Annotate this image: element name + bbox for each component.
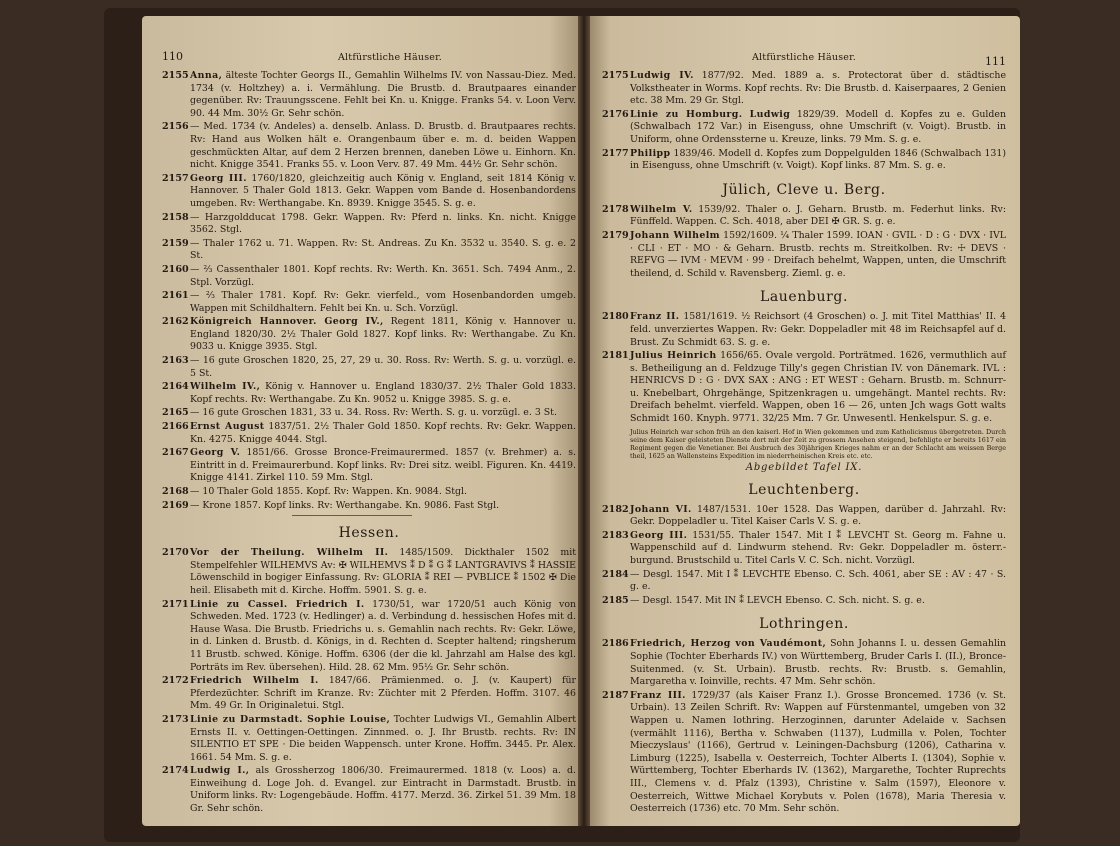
lot-text: 1729/37 (als Kaiser Franz I.). Grosse Broncemed. 1736 (v. St. Urbain). 13 Zeilen Schrift. Rv: Wappen auf Fürstenmantel, umgeben von 32 Wappen u. Namen lothring. Herzoginnen, darunter Adelaide v. Sachsen (vermählt 1116), Bertha v. Schwaben (1137), Ludmilla v. Polen, Tochter Mieczyslaus' (1166), Gertrud v. Leiningen-Dachsburg (1206), Catharina v. Limburg (1225), Isabella v. Oesterreich, Tochter Alberts I. (1304), Sophie v. Württemberg, Tochter Eberhards IV. (1362), Margarethe, Tochter Ruprechts III., Clemens v. d. Pfalz (1393), Christine v. Salm (1597), Eleonore v. Oesterreich, Wittwe Michael Korybuts v. Polen (1678), Maria Theresia v. Oesterreich (1736) etc. 70 Mm. Sehr schön. bbox=[630, 689, 1006, 815]
catalogue-entry bbox=[162, 264, 576, 289]
catalogue-entry bbox=[162, 486, 576, 499]
catalogue-entry bbox=[602, 690, 1006, 816]
lot-number: 2158 bbox=[162, 211, 189, 223]
catalogue-entry bbox=[162, 421, 576, 446]
lot-number: 2162 bbox=[162, 316, 189, 328]
lot-text: älteste Tochter Georgs II., Gemahlin Wilhelms IV. von Nassau-Diez. Med. 1734 (v. Holtzhey) a. i. Vermählung. Die Brustb. d. Brautpaares einander gegenüber. Rv: Trauungsscene. Fehlt bei Kn. u. Knigge. Franks 54. v. Loon Verv. 90. 44 Mm. 30½ Gr. Sehr schön. bbox=[190, 70, 576, 119]
lot-text: — 16 gute Groschen 1820, 25, 27, 29 u. 30. Ross. Rv: Werth. S. g. u. vorzügl. e. 5 St. bbox=[190, 355, 576, 379]
catalogue-entry bbox=[162, 599, 576, 675]
catalogue-entry bbox=[602, 595, 1006, 608]
lot-text: — Med. 1734 (v. Andeles) a. denselb. Anlass. D. Brustb. d. Brautpaares rechts. Rv: Hand aus Wolken hält e. Orangenbaum über e. m. d. beiden Wappen geschmückten Altar, auf dem 2 Herzen brennen, daneben Löwe u. Einhorn. Kn. nicht. Knigge 3541. Franks 55. v. Loon Verv. 87. 49 Mm. 44½ Gr. Sehr schön. bbox=[190, 121, 576, 171]
lot-text: 1730/51, war 1720/51 auch König von Schweden. Med. 1723 (v. Hedlinger) a. d. Verbindung d. hessischen Hofes mit d. Hause Wasa. Die Brustb. Friedrichs u. s. Gemahlin nach rechts. Rv: Gekr. Löwe, in d. Linken d. Brustb. d. Königs, in d. Rechten d. Scepter haltend; ringsherum 11 Brustb. schwed. Könige. Hoffm. 6306 (der die kl. Jahrzahl am Halse des kgl. Porträts im Rev. übersehen). Hild. 28. 62 Mm. 95½ Gr. Sehr schön. bbox=[190, 598, 576, 673]
entries-list-lauenburg bbox=[602, 311, 1006, 425]
lot-description bbox=[190, 355, 576, 380]
lot-number: 2157 bbox=[162, 172, 189, 184]
section-heading-hessen: Hessen. bbox=[338, 525, 400, 542]
lot-name: Georg V. bbox=[190, 447, 241, 459]
catalogue-entry bbox=[162, 290, 576, 315]
entries-list-lothringen bbox=[602, 638, 1006, 815]
entries-list-hessen-cont bbox=[602, 70, 1006, 173]
lot-text: Regent 1811, König v. Hannover u. England 1820/30. 2½ Thaler Gold 1827. Kopf links. Rv: Werthangabe. Zu Kn. 9033 u. Knigge 3935. Stgl. bbox=[190, 316, 576, 353]
lot-name: Georg III. bbox=[190, 172, 247, 184]
lot-number: 2171 bbox=[162, 598, 189, 610]
lot-description bbox=[630, 595, 1006, 608]
lot-number: 2181 bbox=[602, 350, 629, 362]
lot-text: 1829/39. Modell d. Kopfes zu e. Gulden (Schwalbach 172 Var.) in Eisenguss, ohne Umschrift (v. Voigt). Brustb. in Uniform, ohne Ordenssterne u. Kreuze, links. 79 Mm. S. g. e. bbox=[630, 108, 1006, 145]
catalogue-entry bbox=[162, 381, 576, 406]
lot-text: — ⅔ Cassenthaler 1801. Kopf rechts. Rv: Werth. Kn. 3651. Sch. 7494 Anm., 2. Stpl. Vorzügl. bbox=[190, 263, 576, 288]
lot-text: 1877/92. Med. 1889 a. s. Protectorat über d. städtische Volkstheater in Worms. Kopf rechts. Rv: Die Brustb. d. Kaiserpaares, 2 Genien etc. 38 Mm. 29 Gr. Stgl. bbox=[630, 70, 1006, 107]
lot-description bbox=[190, 70, 576, 120]
entries-list-hannover bbox=[162, 70, 576, 512]
catalogue-entry bbox=[162, 238, 576, 263]
lot-number: 2184 bbox=[602, 568, 629, 580]
lot-description bbox=[190, 765, 576, 815]
entries-list-hessen bbox=[162, 547, 576, 815]
catalogue-entry bbox=[162, 212, 576, 237]
left-page bbox=[142, 16, 584, 826]
lot-name: Friedrich Wilhelm I. bbox=[190, 675, 319, 687]
lot-number: 2156 bbox=[162, 121, 189, 133]
lot-number: 2186 bbox=[602, 638, 629, 650]
running-title: Altfürstliche Häuser. bbox=[752, 52, 857, 63]
plate-caption: Abgebildet Tafel IX. bbox=[745, 461, 863, 473]
lot-description bbox=[630, 690, 1006, 816]
lot-number: 2182 bbox=[602, 503, 629, 515]
lot-name: Vor der Theilung. Wilhelm II. bbox=[190, 547, 389, 559]
catalogue-entry bbox=[162, 316, 576, 354]
lot-description bbox=[190, 447, 576, 485]
lot-text: 1851/66. Grosse Bronce-Freimaurermed. 1857 (v. Brehmer) a. s. Eintritt in d. Freimaurerbund. Kopf links. Rv: Drei sitz. weibl. Figuren. Kn. 4419. Knigge 4141. Zirkel 110. 59 Mm. Stgl. bbox=[190, 447, 576, 484]
catalogue-entry bbox=[602, 230, 1006, 280]
lot-number: 2155 bbox=[162, 70, 189, 81]
catalogue-entry bbox=[162, 447, 576, 485]
lot-text: 1487/1531. 10er 1528. Das Wappen, darüber d. Jahrzahl. Rv: Gekr. Doppeladler u. Titel Kaiser Carls V. S. g. e. bbox=[630, 503, 1006, 528]
lot-description bbox=[190, 290, 576, 315]
lot-description bbox=[630, 350, 1006, 426]
catalogue-entry bbox=[162, 547, 576, 597]
lot-name: Ludwig IV. bbox=[630, 70, 694, 81]
lot-number: 2166 bbox=[162, 421, 189, 433]
lot-name: Johann VI. bbox=[630, 503, 692, 515]
lot-description bbox=[630, 70, 1006, 108]
lot-number: 2176 bbox=[602, 108, 629, 120]
lot-description bbox=[630, 638, 1006, 688]
lot-name: Königreich Hannover. Georg IV., bbox=[190, 316, 384, 328]
lot-number: 2185 bbox=[602, 594, 629, 606]
lot-text: 1592/1609. ¼ Thaler 1599. IOAN · GVIL · D : G · DVX · IVL · CLI · ET · MO · & Geharn. Brustb. rechts m. Streitkolben. Rv: ☩ DEVS · REFVG — IVM · MEVM · 99 · Dreifach behelmt, Wappen, unten, die Umschrift theilend, d. Schild v. Ravensberg. Zieml. g. e. bbox=[630, 229, 1006, 279]
catalogue-entry bbox=[602, 530, 1006, 568]
page-number: 110 bbox=[162, 50, 183, 63]
lot-description bbox=[190, 212, 576, 237]
entries-list-leuchtenberg bbox=[602, 504, 1006, 608]
lot-text: als Grossherzog 1806/30. Freimaurermed. 1818 (v. Loos) a. d. Einweihung d. Loge Joh. d. Evangel. zur Eintracht in Darmstadt. Brustb. in Uniform links. Rv: Logengebäude. Hoffm. 4177. Merzd. 36. Zirkel 51. 39 Mm. 18 Gr. Sehr schön. bbox=[190, 765, 577, 815]
catalogue-entry bbox=[162, 714, 576, 764]
lot-number: 2175 bbox=[602, 70, 629, 81]
lot-number: 2183 bbox=[602, 529, 629, 541]
left-page-header bbox=[162, 50, 576, 70]
lot-number: 2172 bbox=[162, 675, 189, 687]
lot-name: Linie zu Homburg. Ludwig bbox=[630, 108, 791, 120]
lot-text: — Desgl. 1547. Mit IN ⁑ LEVCH Ebenso. C. Sch. nicht. S. g. e. bbox=[630, 594, 925, 606]
lot-description bbox=[630, 148, 1006, 173]
lot-description bbox=[190, 714, 576, 764]
lot-description bbox=[630, 530, 1006, 568]
catalogue-entry bbox=[162, 675, 576, 713]
lot-text: Tochter Ludwigs VI., Gemahlin Albert Ernsts II. v. Oettingen-Oettingen. Zinnmed. o. J. Ihr Brustb. rechts. Rv: IN SILENTIO ET SPE · Die beiden Wappensch. unter Krone. Hoffm. 3445. Pr. Alex. 1661. 54 Mm. S. g. e. bbox=[190, 713, 576, 763]
lot-text: 1539/92. Thaler o. J. Geharn. Brustb. m. Federhut links. Rv: Fünffeld. Wappen. C. Sch. 4018, aber DEI ✠ GR. S. g. e. bbox=[630, 203, 1006, 228]
lot-text: — ⅔ Thaler 1781. Kopf. Rv: Gekr. vierfeld., vom Hosenbandorden umgeb. Wappen mit Schildhaltern. Fehlt bei Kn. u. Sch. Vorzügl. bbox=[190, 290, 576, 314]
lot-text: 1760/1820, gleichzeitig auch König v. England, seit 1814 König v. Hannover. 5 Thaler Gold 1813. Gekr. Wappen vom Bande d. Hosenbandordens umgeben. Rv: Werthangabe. Kn. 8939. Knigge 3545. S. g. e. bbox=[190, 172, 577, 209]
lot-name: Philipp bbox=[630, 147, 671, 159]
lot-description bbox=[630, 204, 1006, 229]
lot-description bbox=[190, 486, 576, 499]
catalogue-entry bbox=[602, 70, 1006, 108]
catalogue-entry bbox=[602, 350, 1006, 426]
section-heading-leuchtenberg: Leuchtenberg. bbox=[748, 481, 860, 498]
lot-name: Franz II. bbox=[630, 311, 680, 323]
lot-text: 1656/65. Ovale vergold. Porträtmed. 1626, vermuthlich auf s. Betheiligung an d. Feldzuge Tilly's gegen Christian IV. von Dänemark. IVL : HENRICVS D : G · DVX SAX : ANG : ET WEST : Geharn. Brustb. m. Schnurr- u. Knebelbart, Ohrgehänge, Spitzenkragen u. umgehängt. Mantel rechts. Rv: Dreifach behelmt. vierfeld. Wappen, oben 16 — 26, unten Jch wags Gott walts Schmidt 160. Knyph. 9771. 32/25 Mm. 7 Gr. Unwesentl. Henkelspur. S. g. e. bbox=[630, 350, 1006, 425]
lot-description bbox=[190, 381, 576, 406]
catalogue-entry bbox=[602, 569, 1006, 594]
lot-number: 2161 bbox=[162, 290, 189, 302]
lot-name: Ludwig I., bbox=[190, 765, 250, 777]
lot-number: 2180 bbox=[602, 311, 629, 323]
lot-text: — Thaler 1762 u. 71. Wappen. Rv: St. Andreas. Zu Kn. 3532 u. 3540. S. g. e. 2 St. bbox=[190, 237, 576, 262]
lot-text: 1581/1619. ½ Reichsort (4 Groschen) o. J. mit Titel Matthias' II. 4 feld. unverziertes Wappen. Rv: Gekr. Doppeladler mit 48 im Reichsapfel auf d. Brust. Zu Schmidt 63. S. g. e. bbox=[630, 311, 1006, 348]
lot-number: 2169 bbox=[162, 499, 189, 511]
lot-name: Johann Wilhelm bbox=[630, 229, 720, 241]
running-title: Altfürstliche Häuser. bbox=[338, 52, 443, 63]
entries-list-julich bbox=[602, 204, 1006, 281]
book-gutter bbox=[578, 16, 590, 826]
page-number: 111 bbox=[985, 55, 1006, 68]
lot-number: 2163 bbox=[162, 355, 189, 367]
lot-description bbox=[190, 547, 576, 597]
lot-number: 2159 bbox=[162, 237, 189, 249]
lot-description bbox=[190, 264, 576, 289]
lot-text: 1847/66. Prämienmed. o. J. (v. Kaupert) für Pferdezüchter. Schrift im Kranze. Rv: Züchter mit 2 Pferden. Hoffm. 3107. 46 Mm. 49 Gr. In Originaletui. Stgl. bbox=[190, 675, 576, 712]
lot-description bbox=[630, 504, 1006, 529]
catalogue-entry bbox=[162, 173, 576, 211]
lot-text: — 16 gute Groschen 1831, 33 u. 34. Ross. Rv: Werth. S. g. u. vorzügl. e. 3 St. bbox=[190, 407, 557, 419]
lot-name: Ernst August bbox=[190, 421, 265, 433]
catalogue-entry bbox=[162, 121, 576, 171]
lot-name: Anna, bbox=[190, 70, 223, 81]
lot-number: 2170 bbox=[162, 547, 189, 559]
lot-name: Julius Heinrich bbox=[630, 350, 717, 362]
lot-description bbox=[190, 500, 576, 513]
lot-description bbox=[630, 569, 1006, 594]
lot-name: Linie zu Darmstadt. Sophie Louise, bbox=[190, 713, 391, 725]
lot-number: 2178 bbox=[602, 203, 629, 215]
lot-name: Georg III. bbox=[630, 529, 688, 541]
lot-number: 2160 bbox=[162, 263, 189, 275]
catalogue-entry bbox=[162, 355, 576, 380]
lot-number: 2167 bbox=[162, 447, 189, 459]
right-page bbox=[584, 16, 1020, 826]
catalogue-entry bbox=[602, 148, 1006, 173]
lot-description bbox=[190, 121, 576, 171]
lot-text: 1839/46. Modell d. Kopfes zum Doppelgulden 1846 (Schwalbach 131) in Eisenguss, ohne Umschrift (v. Voigt). Kopf links. 87 Mm. S. g. e. bbox=[630, 147, 1006, 172]
lot-number: 2168 bbox=[162, 486, 189, 497]
lot-number: 2179 bbox=[602, 229, 629, 241]
lot-description bbox=[630, 109, 1006, 147]
lot-name: Wilhelm IV., bbox=[190, 381, 261, 393]
lot-text: — Harzgoldducat 1798. Gekr. Wappen. Rv: Pferd n. links. Kn. nicht. Knigge 3562. Stgl. bbox=[190, 211, 576, 236]
lot-text: 1485/1509. Dickthaler 1502 mit Stempelfehler WILHEMVS Av: ✠ WILHEMVS ⁑ D ⁑ G ⁑ LANTGRAVIVS ⁑ HASSIE Löwenschild in bogiger Einfassung. Rv: GLORIA ⁑ REI — PVBLICE ⁑ 1502 ✠ Die heil. Elisabeth mit d. Kirche. Hoffm. 5901. S. g. e. bbox=[190, 547, 576, 596]
lot-text: Sohn Johanns I. u. dessen Gemahlin Sophie (Tochter Eberhards IV.) von Württemberg, Bruder Carls I. (II.), Bronce-Suitenmed. (v. St. Urbain). Brustb. rechts. Rv: Brustb. s. Gemahlin, Margaretha v. Ioinville, rechts. 47 Mm. Sehr schön. bbox=[630, 638, 1006, 688]
lot-description bbox=[630, 311, 1006, 349]
lot-number: 2164 bbox=[162, 381, 189, 393]
lot-description bbox=[190, 238, 576, 263]
lot-name: Friedrich, Herzog von Vaudémont, bbox=[630, 638, 827, 650]
lot-number: 2174 bbox=[162, 765, 189, 777]
lot-text: — Desgl. 1547. Mit I ⁑ LEVCHTE Ebenso. C. Sch. 4061, aber SE : AV : 47 · S. g. e. bbox=[630, 568, 1006, 593]
catalogue-entry bbox=[602, 109, 1006, 147]
section-heading-julich: Jülich, Cleve u. Berg. bbox=[722, 181, 886, 198]
lot-description bbox=[630, 230, 1006, 280]
lot-description bbox=[190, 675, 576, 713]
lot-number: 2173 bbox=[162, 713, 189, 725]
divider bbox=[292, 515, 412, 516]
lot-name: Wilhelm V. bbox=[630, 203, 693, 215]
lot-description bbox=[190, 316, 576, 354]
catalogue-entry bbox=[602, 638, 1006, 688]
lot-description bbox=[190, 173, 576, 211]
catalogue-entry bbox=[602, 204, 1006, 229]
lot-description bbox=[190, 407, 576, 420]
catalogue-entry bbox=[602, 311, 1006, 349]
catalogue-entry bbox=[162, 70, 576, 120]
lot-text: König v. Hannover u. England 1830/37. 2½ Thaler Gold 1833. Kopf rechts. Rv: Werthangabe. Zu Kn. 9052 u. Knigge 3985. S. g. e. bbox=[190, 381, 577, 405]
lot-name: Franz III. bbox=[630, 689, 686, 701]
footnote: Julius Heinrich war schon früh an den kaiserl. Hof in Wien gekommen und zum Katholicismus übergetreten. Durch seine dem Kaiser geleisteten Dienste dort mit der Zeit zu grossem Ansehen steigend, befehligte er bereits 1617 ein Regiment gegen die Venetianer. Bei Ausbruch des 30jährigen Krieges nahm er an der Schlacht am weissen Berge theil, 1625 an Wallensteins Expedition im niederrheinischen Kreis etc. etc. bbox=[630, 427, 1006, 460]
catalogue-entry bbox=[162, 500, 576, 513]
lot-text: 1837/51. 2½ Thaler Gold 1850. Kopf rechts. Rv: Gekr. Wappen. Kn. 4275. Knigge 4044. Stgl. bbox=[190, 421, 576, 445]
section-heading-lothringen: Lothringen. bbox=[759, 616, 849, 633]
catalogue-entry bbox=[162, 765, 576, 815]
catalogue-entry bbox=[162, 407, 576, 420]
lot-text: 1531/55. Thaler 1547. Mit I ⁑ LEVCHT St. Georg m. Fahne u. Wappenschild auf d. Lindwurm stehend. Rv: Gekr. Doppeladler m. österr.-burgund. Brustschild u. Titel Carls V. C. Sch. nicht. Vorzügl. bbox=[630, 529, 1006, 567]
lot-number: 2177 bbox=[602, 147, 629, 159]
lot-number: 2165 bbox=[162, 407, 189, 419]
lot-description bbox=[190, 421, 576, 446]
lot-number: 2187 bbox=[602, 689, 629, 701]
lot-description bbox=[190, 599, 576, 675]
lot-name: Linie zu Cassel. Friedrich I. bbox=[190, 598, 365, 610]
right-page-header bbox=[602, 50, 1006, 70]
lot-text: — 10 Thaler Gold 1855. Kopf. Rv: Wappen. Kn. 9084. Stgl. bbox=[190, 486, 468, 497]
lot-text: — Krone 1857. Kopf links. Rv: Werthangabe. Kn. 9086. Fast Stgl. bbox=[190, 499, 500, 511]
section-heading-lauenburg: Lauenburg. bbox=[759, 289, 849, 306]
catalogue-entry bbox=[602, 504, 1006, 529]
